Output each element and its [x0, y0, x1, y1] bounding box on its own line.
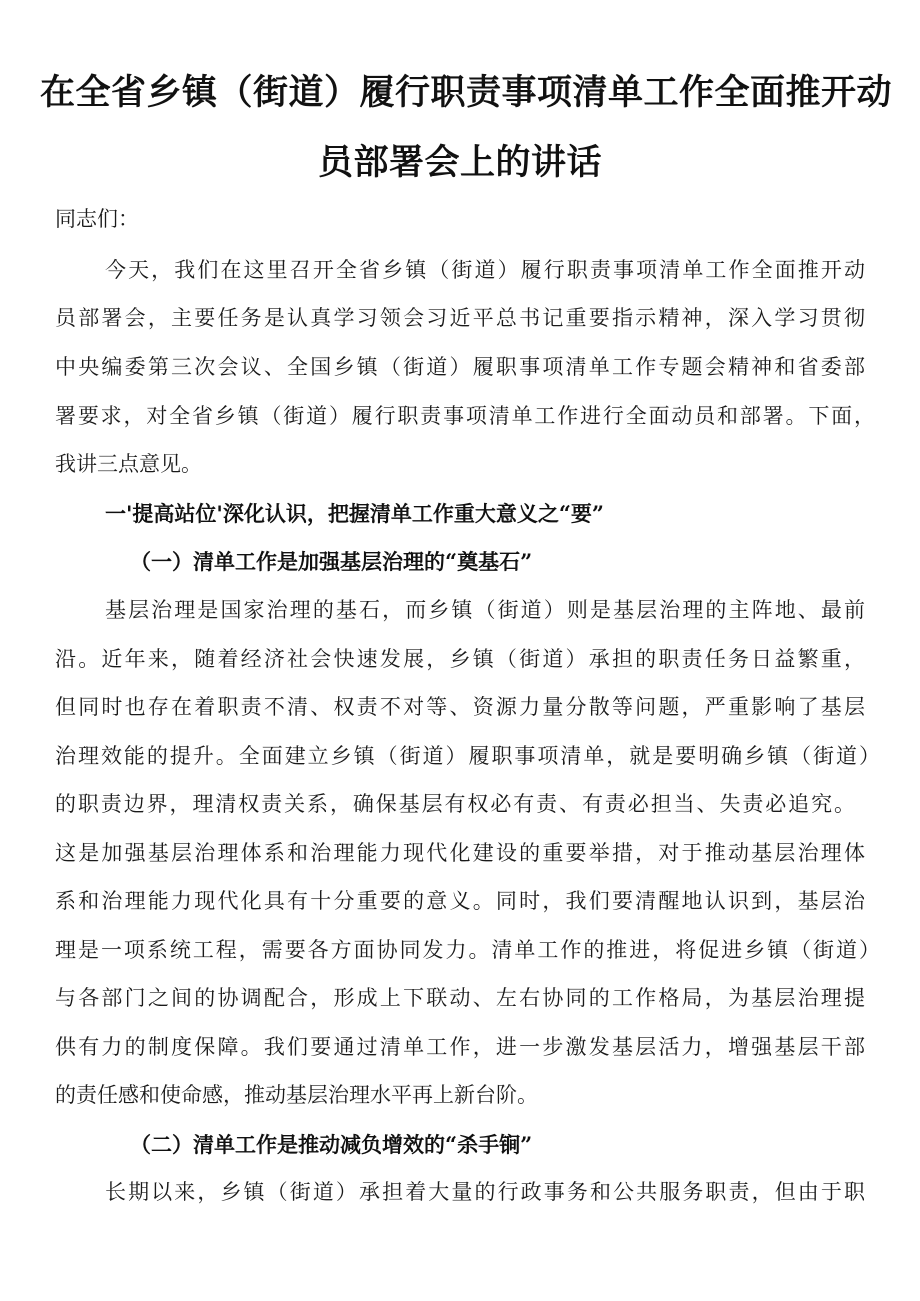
paragraph-line: 这是加强基层治理体系和治理能力现代化建设的重要举措，对于推动基层治理体	[55, 841, 865, 865]
salutation: 同志们：	[55, 207, 139, 231]
document-title-line-1: 在全省乡镇（街道）履行职责事项清单工作全面推开动	[40, 73, 893, 113]
subsection-heading: （一）清单工作是加强基层治理的“奠基石”	[130, 549, 533, 574]
intro-line: 中央编委第三次会议、全国乡镇（街道）履职事项清单工作专题会精神和省委部	[55, 355, 865, 379]
intro-line: 署要求，对全省乡镇（街道）履行职责事项清单工作进行全面动员和部署。下面，	[55, 404, 875, 428]
subsection-heading: （二）清单工作是推动减负增效的“杀手锏”	[130, 1132, 533, 1157]
intro-line: 今天，我们在这里召开全省乡镇（街道）履行职责事项清单工作全面推开动	[105, 258, 865, 282]
paragraph-line: 沿。近年来，随着经济社会快速发展，乡镇（街道）承担的职责任务日益繁重，	[55, 647, 865, 671]
paragraph-line: 长期以来，乡镇（街道）承担着大量的行政事务和公共服务职责，但由于职	[105, 1180, 865, 1204]
paragraph-line: 供有力的制度保障。我们要通过清单工作，进一步激发基层活力，增强基层干部	[55, 1035, 865, 1059]
paragraph-line: 与各部门之间的协调配合，形成上下联动、左右协同的工作格局，为基层治理提	[55, 986, 865, 1010]
section-heading: 一'提高站位'深化认识，把握清单工作重大意义之“要”	[105, 501, 605, 526]
paragraph-line: 理是一项系统工程，需要各方面协同发力。清单工作的推进，将促进乡镇（街道）	[55, 938, 880, 962]
intro-line: 员部署会，主要任务是认真学习领会习近平总书记重要指示精神，深入学习贯彻	[55, 306, 865, 330]
paragraph-line: 的责任感和使命感，推动基层治理水平再上新台阶。	[55, 1083, 538, 1107]
paragraph-line: 系和治理能力现代化具有十分重要的意义。同时，我们要清醒地认识到，基层治	[55, 889, 865, 913]
paragraph-line: 但同时也存在着职责不清、权责不对等、资源力量分散等问题，严重影响了基层	[55, 695, 865, 719]
intro-line: 我讲三点意见。	[55, 452, 202, 476]
document-title-line-2: 员部署会上的讲话	[317, 143, 602, 183]
paragraph-line: 基层治理是国家治理的基石，而乡镇（街道）则是基层治理的主阵地、最前	[105, 598, 865, 622]
paragraph-line: 治理效能的提升。全面建立乡镇（街道）履职事项清单，就是要明确乡镇（街道）	[55, 744, 880, 768]
paragraph-line: 的职责边界，理清权责关系，确保基层有权必有责、有责必担当、失责必追究。	[55, 792, 855, 816]
